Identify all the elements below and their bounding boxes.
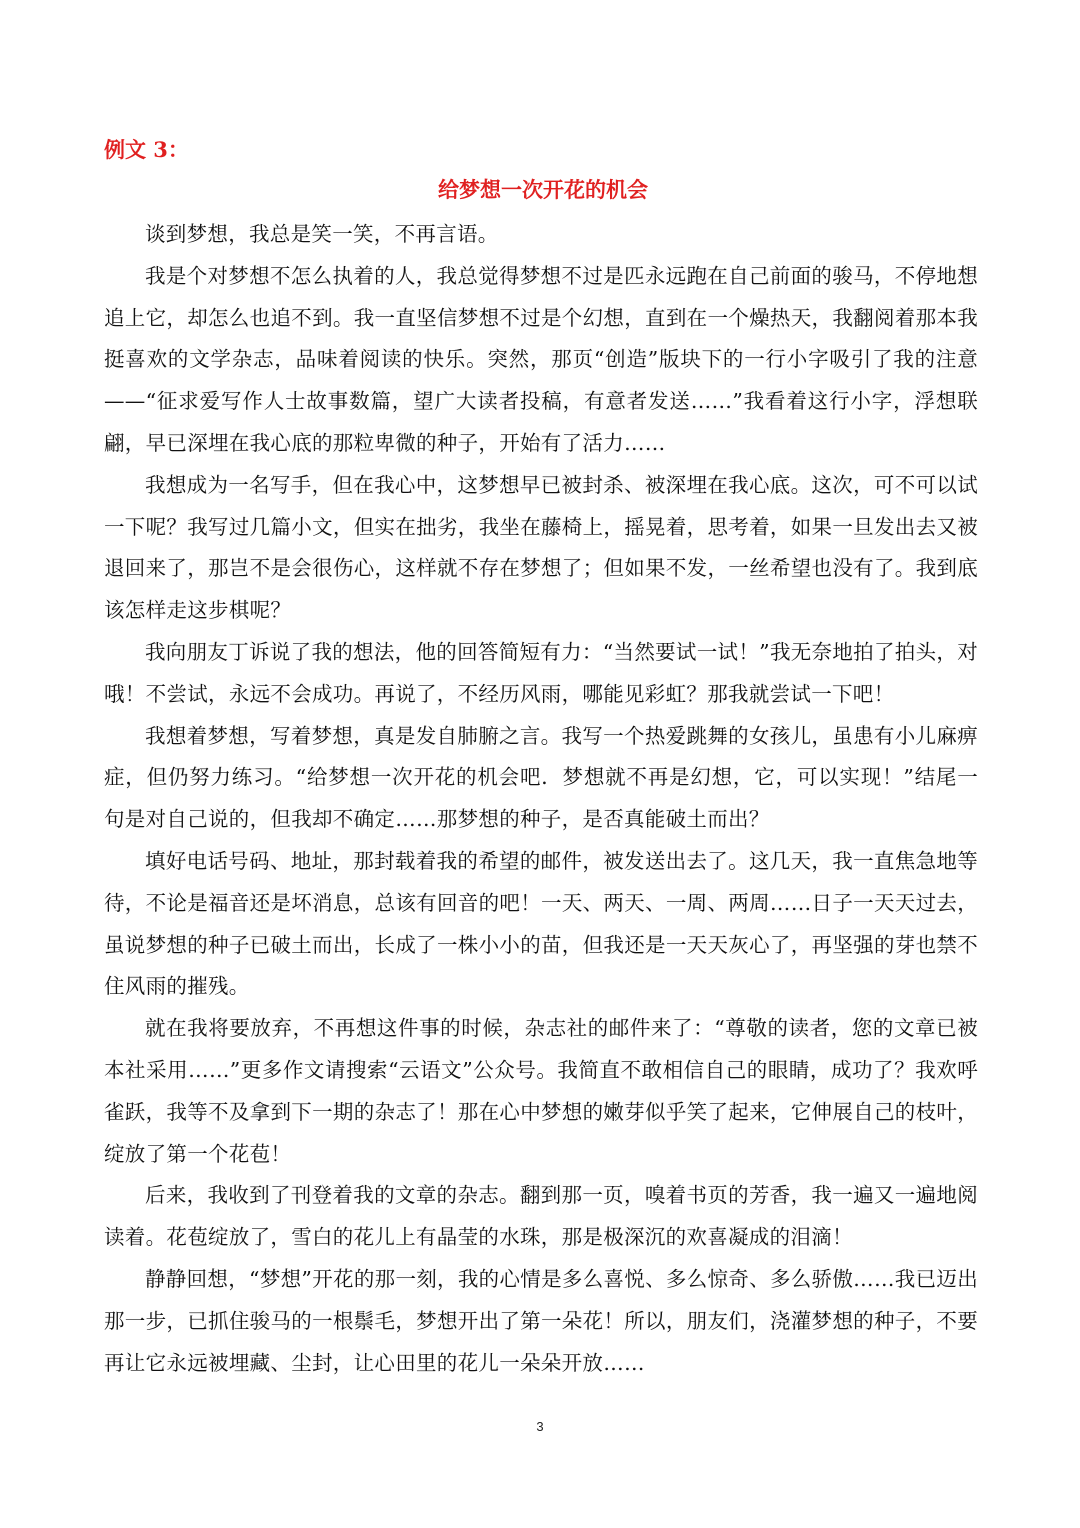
paragraph: 我是个对梦想不怎么执着的人，我总觉得梦想不过是匹永远跑在自己前面的骏马，不停地想追上它，却怎么也追不到。我一直坚信梦想不过是个幻想，直到在一个燥热天，我翻阅着那本我挺喜欢的文学杂志，品味着阅读的快乐。突然，那页“创造”版块下的一行小字吸引了我的注意——“征求爱写作人士故事数篇，望广大读者投稿，有意者发送……”我看着这行小字，浮想联翩，早已深埋在我心底的那粒卑微的种子，开始有了活力……	[104, 263, 978, 455]
paragraph: 我向朋友丁诉说了我的想法，他的回答简短有力：“当然要试一试！”我无奈地拍了拍头，对哦！不尝试，永远不会成功。再说了，不经历风雨，哪能见彩虹？那我就尝试一下吧！	[104, 639, 978, 706]
paragraph: 就在我将要放弃，不再想这件事的时候，杂志社的邮件来了：“尊敬的读者，您的文章已被本社采用……”更多作文请搜索“云语文”公众号。我简直不敢相信自己的眼睛，成功了？我欢呼雀跃，我等不及拿到下一期的杂志了！那在心中梦想的嫩芽似乎笑了起来，它伸展自己的枝叶，绽放了第一个花苞！	[104, 1016, 978, 1166]
paragraph: 填好电话号码、地址，那封载着我的希望的邮件，被发送出去了。这几天，我一直焦急地等待，不论是福音还是坏消息，总该有回音的吧！一天、两天、一周、两周……日子一天天过去，虽说梦想的种子已破土而出，长成了一株小小的苗，但我还是一天天灰心了，再坚强的芽也禁不住风雨的摧残。	[104, 848, 978, 999]
paragraph: 我想着梦想，写着梦想，真是发自肺腑之言。我写一个热爱跳舞的女孩儿，虽患有小儿麻痹症，但仍努力练习。“给梦想一次开花的机会吧．梦想就不再是幻想，它，可以实现！”结尾一句是对自己说的，但我却不确定……那梦想的种子，是否真能破土而出？	[104, 723, 978, 832]
paragraph: 谈到梦想，我总是笑一笑，不再言语。	[145, 222, 499, 246]
paragraph: 后来，我收到了刊登着我的文章的杂志。翻到那一页，嗅着书页的芳香，我一遍又一遍地阅读着。花苞绽放了，雪白的花儿上有晶莹的水珠，那是极深沉的欢喜凝成的泪滴！	[104, 1183, 978, 1250]
document-body	[104, 130, 978, 1384]
essay-title: 给梦想一次开花的机会	[438, 177, 648, 202]
example-label: 例文 3：	[104, 137, 189, 162]
page-number: 3	[536, 1419, 544, 1434]
paragraph: 我想成为一名写手，但在我心中，这梦想早已被封杀、被深埋在我心底。这次，可不可以试一下呢？我写过几篇小文，但实在拙劣，我坐在藤椅上，摇晃着，思考着，如果一旦发出去又被退回来了，那岂不是会很伤心，这样就不存在梦想了；但如果不发，一丝希望也没有了。我到底该怎样走这步棋呢？	[104, 472, 978, 623]
paragraph: 静静回想，“梦想”开花的那一刻，我的心情是多么喜悦、多么惊奇、多么骄傲……我已迈出那一步，已抓住骏马的一根鬃毛，梦想开出了第一朵花！所以，朋友们，浇灌梦想的种子，不要再让它永远被埋藏、尘封，让心田里的花儿一朵朵开放……	[104, 1266, 978, 1375]
